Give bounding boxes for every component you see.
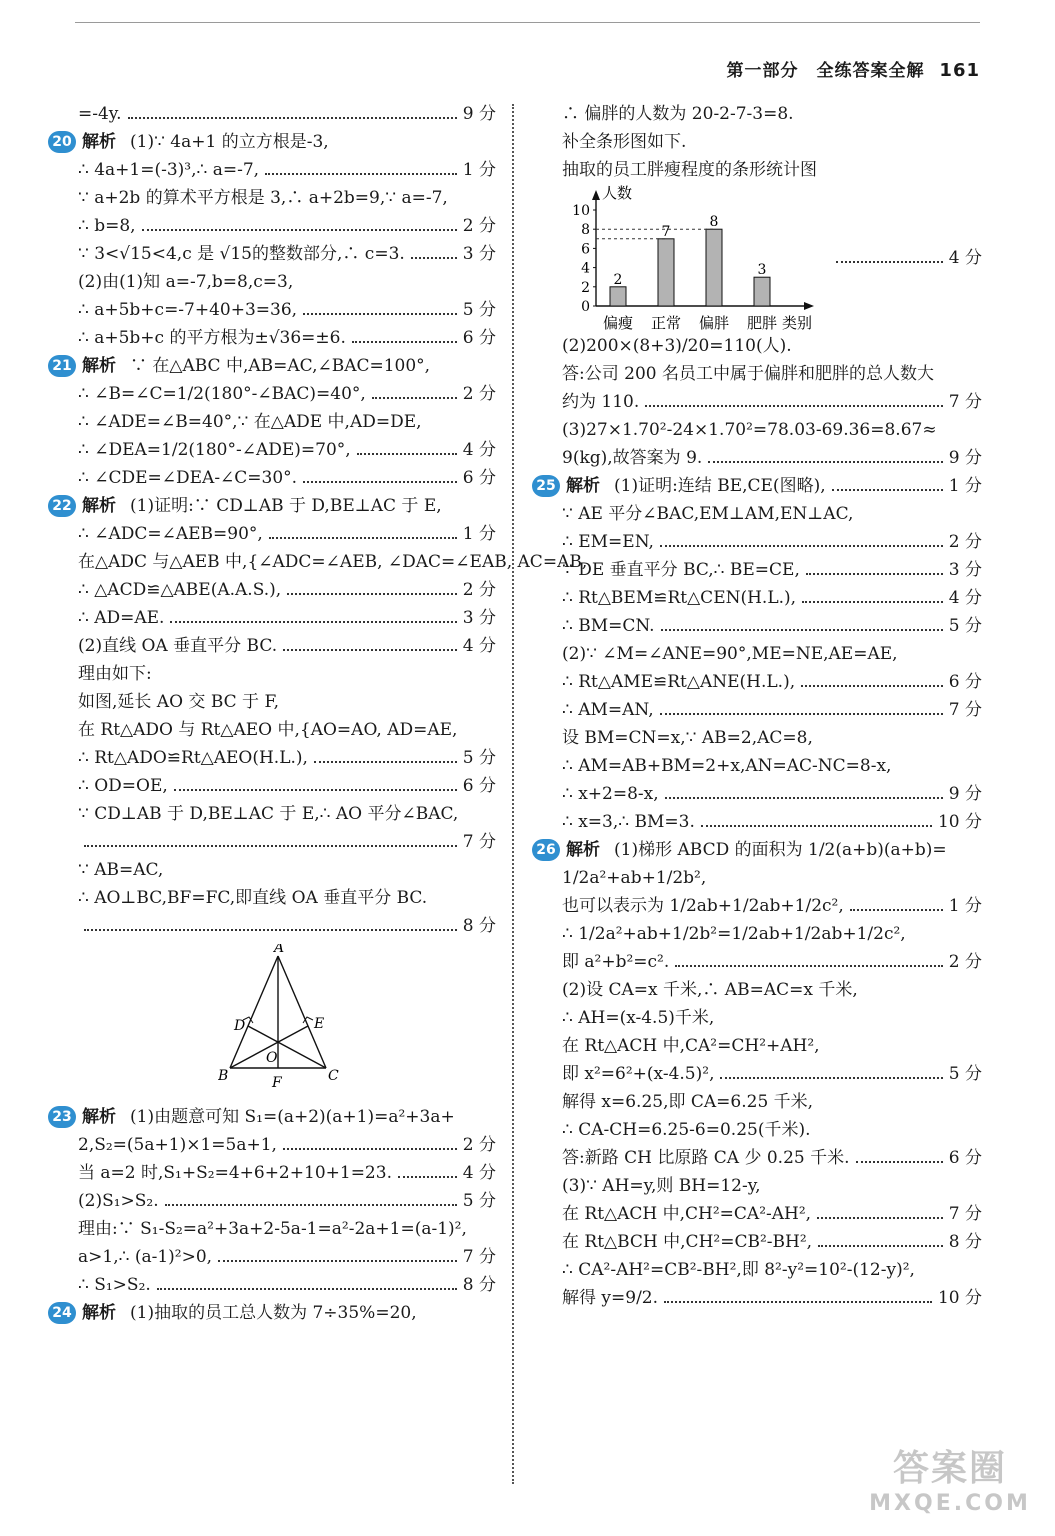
solution-line — [532, 500, 982, 528]
y-axis-label: 人数 — [602, 184, 633, 202]
solution-line — [532, 668, 982, 696]
y-tick-label: 2 — [581, 279, 590, 296]
point-label-f: F — [272, 1075, 282, 1091]
score-label: 1 分 — [462, 160, 496, 180]
solution-line — [48, 268, 496, 296]
score-label: 9 分 — [948, 784, 982, 804]
score-label: 3 分 — [462, 244, 496, 264]
solution-text: ∵ a+2b 的算术平方根是 3,∴ a+2b=9,∵ a=-7, — [78, 188, 448, 208]
solution-line — [48, 520, 496, 548]
solution-text: 9(kg),故答案为 9. — [562, 448, 703, 468]
score-label: 9 分 — [462, 104, 496, 124]
point-label-d: D — [234, 1018, 246, 1034]
dot-leader — [832, 489, 943, 491]
dot-leader — [660, 713, 943, 715]
solution-text: (2)∵ ∠M=∠ANE=90°,ME=NE,AE=AE, — [562, 644, 898, 664]
problem-number-badge: 24 — [48, 1302, 76, 1324]
solution-line — [48, 296, 496, 324]
solution-line — [48, 688, 496, 716]
solution-text: (2)直线 OA 垂直平分 BC. — [78, 636, 278, 656]
analysis-label: 解析 — [566, 476, 600, 496]
dot-leader — [664, 1301, 932, 1303]
solution-text: =-4y. — [78, 104, 122, 124]
solution-text: 2,S₂=(5a+1)×1=5a+1, — [78, 1135, 277, 1155]
solution-line — [532, 864, 982, 892]
dot-leader — [218, 1260, 457, 1262]
solution-text: 当 a=2 时,S₁+S₂=4+6+2+10+1=23. — [78, 1163, 392, 1183]
score-label: 6 分 — [948, 672, 982, 692]
score-label: 6 分 — [462, 468, 496, 488]
chart-score: 4 分 — [948, 248, 982, 268]
score-label: 5 分 — [462, 748, 496, 768]
solution-text: ∴ 偏胖的人数为 20-2-7-3=8. — [562, 104, 794, 124]
point-label-a: A — [274, 944, 285, 956]
y-tick-label: 6 — [581, 241, 590, 258]
score-label: 8 分 — [948, 1232, 982, 1252]
x-axis-arrow — [804, 302, 814, 310]
bar-value-label: 7 — [661, 223, 671, 240]
solution-line — [532, 1284, 982, 1312]
solution-text: 在 Rt△ACH 中,CA²=CH²+AH², — [562, 1036, 820, 1056]
solution-text: ∴ Rt△ADO≌Rt△AEO(H.L.), — [78, 748, 308, 768]
solution-line — [532, 1144, 982, 1172]
solution-line — [532, 724, 982, 752]
y-tick-label: 8 — [581, 222, 590, 239]
solution-line — [532, 556, 982, 584]
score-label: 5 分 — [948, 616, 982, 636]
solution-line — [48, 324, 496, 352]
triangle-figure — [218, 944, 358, 1094]
dot-leader — [817, 1217, 943, 1219]
bar-value-label: 8 — [709, 214, 719, 231]
dot-leader — [665, 797, 943, 799]
solution-text: ∴ ∠CDE=∠DEA-∠C=30°. — [78, 468, 298, 488]
solution-text: ∴ Rt△AME≌Rt△ANE(H.L.), — [562, 672, 796, 692]
solution-line — [532, 100, 982, 128]
problem-number-badge: 26 — [532, 839, 560, 861]
score-label: 7 分 — [462, 832, 496, 852]
dot-leader — [802, 601, 943, 603]
solution-line — [532, 332, 982, 360]
score-label: 3 分 — [462, 608, 496, 628]
solution-line — [532, 640, 982, 668]
solution-text: (2)S₁>S₂. — [78, 1191, 159, 1211]
bar-2 — [658, 239, 674, 306]
solution-line — [532, 1172, 982, 1200]
analysis-label: 解析 — [82, 132, 116, 152]
solution-text: ∵ AB=AC, — [78, 860, 164, 880]
solution-text: 解得 y=9/2. — [562, 1288, 659, 1308]
dot-leader — [850, 909, 943, 911]
analysis-label: 解析 — [566, 840, 600, 860]
solution-text: 在 Rt△ADO 与 Rt△AEO 中,{AO=AO, AD=AE, — [78, 720, 458, 740]
score-label: 1 分 — [948, 896, 982, 916]
solution-line — [532, 892, 982, 920]
solution-line — [48, 548, 588, 576]
bar-4 — [754, 277, 770, 306]
solution-line — [532, 1116, 982, 1144]
solution-text: ∴ b=8, — [78, 216, 136, 236]
dot-leader — [856, 1161, 943, 1163]
solution-line — [48, 716, 496, 744]
score-label: 5 分 — [462, 300, 496, 320]
solution-text: ∴ CA²-AH²=CB²-BH²,即 8²-y²=10²-(12-y)², — [562, 1260, 915, 1280]
dot-leader — [836, 261, 943, 263]
dot-leader — [818, 1245, 943, 1247]
solution-text: ∴ EM=EN, — [562, 532, 654, 552]
solution-text: ∴ x+2=8-x, — [562, 784, 659, 804]
solution-line — [532, 920, 982, 948]
solution-line — [48, 800, 496, 828]
score-label: 8 分 — [462, 916, 496, 936]
solution-line — [48, 1187, 496, 1215]
analysis-label: 解析 — [82, 356, 116, 376]
score-label: 2 分 — [462, 580, 496, 600]
solution-text: 理由如下: — [78, 664, 152, 684]
problem-number-badge: 22 — [48, 495, 76, 517]
solution-line — [48, 436, 496, 464]
solution-line — [48, 240, 496, 268]
solution-text: ∴ ∠ADC=∠AEB=90°, — [78, 524, 263, 544]
solution-text: ∵ CD⊥AB 于 D,BE⊥AC 于 E,∴ AO 平分∠BAC, — [78, 804, 459, 824]
solution-text: 答:新路 CH 比原路 CA 少 0.25 千米. — [562, 1148, 850, 1168]
solution-line — [48, 660, 496, 688]
solution-text: ∴ AM=AB+BM=2+x,AN=AC-NC=8-x, — [562, 756, 892, 776]
dot-leader — [283, 649, 457, 651]
solution-line — [48, 100, 496, 128]
x-tick-label: 偏瘦 — [602, 314, 634, 332]
watermark-site: MXQE.COM — [869, 1491, 1031, 1516]
solution-line — [48, 828, 496, 856]
score-label: 10 分 — [937, 812, 982, 832]
dot-leader — [283, 1148, 457, 1150]
score-label: 6 分 — [948, 1148, 982, 1168]
dot-leader — [314, 761, 457, 763]
solution-text: 即 a²+b²=c². — [562, 952, 670, 972]
solution-text: ∵ DE 垂直平分 BC,∴ BE=CE, — [562, 560, 800, 580]
solution-text: 解得 x=6.25,即 CA=6.25 千米, — [562, 1092, 814, 1112]
page-header — [727, 56, 981, 81]
score-label: 1 分 — [948, 476, 982, 496]
header-rule — [75, 22, 980, 23]
solution-text: 抽取的员工胖瘦程度的条形统计图 — [562, 160, 817, 180]
solution-text: (2)由(1)知 a=-7,b=8,c=3, — [78, 272, 294, 292]
dot-leader — [701, 825, 932, 827]
dot-leader — [265, 173, 457, 175]
y-tick-label: 4 — [581, 260, 590, 277]
solution-text: ∴ a+5b+c=-7+40+3=36, — [78, 300, 298, 320]
solution-text: a>1,∴ (a-1)²>0, — [78, 1247, 213, 1267]
score-label: 2 分 — [462, 1135, 496, 1155]
solution-text: 设 BM=CN=x,∵ AB=2,AC=8, — [562, 728, 813, 748]
problem-number-badge: 25 — [532, 475, 560, 497]
solution-line — [48, 1271, 496, 1299]
score-label: 7 分 — [948, 392, 982, 412]
score-label: 4 分 — [948, 588, 982, 608]
solution-line — [48, 576, 496, 604]
x-tick-label: 正常 — [650, 314, 682, 332]
problem-number-badge: 20 — [48, 131, 76, 153]
dot-leader — [165, 1204, 457, 1206]
dot-leader — [660, 545, 943, 547]
analysis-label: 解析 — [82, 496, 116, 516]
score-label: 6 分 — [462, 328, 496, 348]
solution-line — [48, 156, 496, 184]
solution-line — [532, 1228, 982, 1256]
triangle-figure-wrap — [48, 944, 496, 1099]
y-axis-arrow — [592, 190, 600, 200]
problem-header — [48, 1103, 496, 1131]
solution-text: (1)抽取的员工总人数为 7÷35%=20, — [130, 1303, 417, 1323]
solution-text: 如图,延长 AO 交 BC 于 F, — [78, 692, 280, 712]
solution-line — [532, 584, 982, 612]
solution-text: ∴ Rt△BEM≌Rt△CEN(H.L.), — [562, 588, 797, 608]
dot-leader — [128, 117, 457, 119]
solution-line — [48, 604, 496, 632]
solution-line — [532, 1256, 982, 1284]
solution-line — [532, 388, 982, 416]
score-label: 5 分 — [948, 1064, 982, 1084]
dot-leader — [170, 621, 456, 623]
bar-chart — [560, 184, 830, 332]
score-label: 2 分 — [948, 952, 982, 972]
solution-text: ∴ ∠DEA=1/2(180°-∠ADE)=70°, — [78, 440, 351, 460]
problem-header — [48, 128, 496, 156]
solution-line — [532, 1088, 982, 1116]
problem-header — [48, 352, 496, 380]
solution-line — [532, 360, 982, 388]
solution-line — [48, 856, 496, 884]
point-label-o: O — [266, 1050, 278, 1066]
watermark — [865, 1448, 1035, 1526]
solution-text: (1)梯形 ABCD 的面积为 1/2(a+b)(a+b)= — [614, 840, 947, 860]
score-label: 7 分 — [948, 700, 982, 720]
dot-leader — [806, 573, 943, 575]
solution-line — [48, 1215, 496, 1243]
solution-line — [48, 772, 496, 800]
solution-text: ∴ 4a+1=(-3)³,∴ a=-7, — [78, 160, 260, 180]
solution-text: ∴ BM=CN. — [562, 616, 655, 636]
solution-text: ∵ 3<√15<4,c 是 √15的整数部分,∴ c=3. — [78, 244, 405, 264]
solution-line — [532, 128, 982, 156]
score-label: 1 分 — [462, 524, 496, 544]
solution-text: 在 Rt△BCH 中,CH²=CB²-BH², — [562, 1232, 813, 1252]
dot-leader — [801, 685, 943, 687]
solution-line — [532, 780, 982, 808]
solution-line — [48, 632, 496, 660]
score-label: 4 分 — [462, 1163, 496, 1183]
solution-line — [48, 464, 496, 492]
solution-text: 也可以表示为 1/2ab+1/2ab+1/2c², — [562, 896, 844, 916]
bar-3 — [706, 229, 722, 306]
score-label: 2 分 — [462, 384, 496, 404]
dot-leader — [357, 453, 457, 455]
solution-line — [48, 1159, 496, 1187]
score-label: 2 分 — [462, 216, 496, 236]
score-label: 5 分 — [462, 1191, 496, 1211]
solution-line — [532, 156, 982, 184]
solution-text: ∴ AM=AN, — [562, 700, 654, 720]
score-label: 6 分 — [462, 776, 496, 796]
solution-text: 答:公司 200 名员工中属于偏胖和肥胖的总人数大 — [562, 364, 934, 384]
solution-line — [532, 752, 982, 780]
dot-leader — [645, 405, 943, 407]
solution-text: ∴ △ACD≌△ABE(A.A.S.), — [78, 580, 282, 600]
solution-text: ∴ OD=OE, — [78, 776, 168, 796]
score-label: 8 分 — [462, 1275, 496, 1295]
right-column — [532, 100, 982, 1312]
score-label: 7 分 — [948, 1204, 982, 1224]
column-divider — [512, 104, 514, 1484]
dot-leader — [142, 229, 457, 231]
dot-leader — [174, 789, 457, 791]
dot-leader — [269, 537, 457, 539]
solution-text: 在△ADC 与△AEB 中,{∠ADC=∠AEB, ∠DAC=∠EAB, AC=AB, — [78, 552, 588, 572]
solution-text: (1)证明:∵ CD⊥AB 于 D,BE⊥AC 于 E, — [130, 496, 442, 516]
solution-line — [48, 744, 496, 772]
point-label-c: C — [328, 1068, 339, 1084]
section-title: 第一部分 全练答案全解 — [726, 61, 925, 81]
solution-text: ∵ AE 平分∠BAC,EM⊥AM,EN⊥AC, — [562, 504, 854, 524]
dot-leader — [675, 965, 942, 967]
score-label: 3 分 — [948, 560, 982, 580]
page-number: 161 — [939, 60, 980, 81]
solution-line — [532, 1032, 982, 1060]
solution-text: ∴ S₁>S₂. — [78, 1275, 151, 1295]
solution-text: (3)27×1.70²-24×1.70²=78.03-69.36=8.67≈ — [562, 420, 937, 440]
bar-value-label: 2 — [613, 271, 623, 288]
watermark-logo: 答案圈 — [892, 1448, 1007, 1489]
solution-line — [532, 808, 982, 836]
problem-header — [532, 836, 982, 864]
y-tick-label: 10 — [572, 203, 590, 219]
y-tick-label: 0 — [581, 299, 590, 315]
solution-line — [532, 612, 982, 640]
x-axis-label: 类别 — [782, 314, 813, 332]
dot-leader — [157, 1288, 457, 1290]
dot-leader — [287, 593, 457, 595]
dot-leader — [303, 481, 457, 483]
solution-line — [532, 1200, 982, 1228]
solution-line — [48, 1131, 496, 1159]
dot-leader — [84, 845, 457, 847]
problem-number-badge: 21 — [48, 355, 76, 377]
solution-text: ∴ x=3,∴ BM=3. — [562, 812, 695, 832]
solution-line — [48, 408, 496, 436]
dot-leader — [708, 461, 942, 463]
point-label-e: E — [314, 1016, 325, 1032]
solution-line — [48, 912, 496, 940]
score-label: 7 分 — [462, 1247, 496, 1267]
score-label: 2 分 — [948, 532, 982, 552]
side-ac — [278, 956, 326, 1068]
bar-value-label: 3 — [757, 262, 767, 279]
solution-line — [48, 184, 496, 212]
solution-text: ∴ AH=(x-4.5)千米, — [562, 1008, 715, 1028]
solution-text: (1)由题意可知 S₁=(a+2)(a+1)=a²+3a+ — [130, 1107, 455, 1127]
solution-text: (2)200×(8+3)/20=110(人). — [562, 336, 792, 356]
x-tick-label: 偏胖 — [698, 314, 730, 332]
dot-leader — [84, 929, 457, 931]
solution-text: ∴ ∠ADE=∠B=40°,∵ 在△ADE 中,AD=DE, — [78, 412, 422, 432]
dot-leader — [372, 397, 457, 399]
dot-leader — [411, 257, 457, 259]
x-tick-label: 肥胖 — [746, 314, 778, 332]
solution-line — [48, 1243, 496, 1271]
dot-leader — [352, 341, 457, 343]
solution-text: (1)∵ 4a+1 的立方根是-3, — [130, 132, 329, 152]
solution-line — [532, 976, 982, 1004]
analysis-label: 解析 — [82, 1303, 116, 1323]
score-label: 10 分 — [937, 1288, 982, 1308]
problem-header — [48, 1299, 496, 1327]
solution-text: ∴ ∠B=∠C=1/2(180°-∠BAC)=40°, — [78, 384, 366, 404]
solution-line — [532, 528, 982, 556]
solution-text: ∴ AD=AE. — [78, 608, 165, 628]
bar-1 — [610, 287, 626, 306]
problem-header — [48, 492, 496, 520]
solution-line — [532, 416, 982, 444]
dot-leader — [303, 313, 457, 315]
point-label-b: B — [218, 1068, 229, 1084]
solution-text: 约为 110. — [562, 392, 640, 412]
solution-line — [532, 948, 982, 976]
analysis-label: 解析 — [82, 1107, 116, 1127]
segment-cd — [248, 1026, 326, 1068]
solution-line — [48, 884, 496, 912]
solution-text: 补全条形图如下. — [562, 132, 687, 152]
solution-text: 即 x²=6²+(x-4.5)², — [562, 1064, 715, 1084]
dot-leader — [720, 1077, 942, 1079]
solution-line — [48, 380, 496, 408]
dot-leader — [398, 1176, 457, 1178]
solution-text: ∴ AO⊥BC,BF=FC,即直线 OA 垂直平分 BC. — [78, 888, 428, 908]
dot-leader — [661, 629, 943, 631]
solution-text: (2)设 CA=x 千米,∴ AB=AC=x 千米, — [562, 980, 858, 1000]
solution-line — [532, 696, 982, 724]
solution-text: ∴ CA-CH=6.25-6=0.25(千米). — [562, 1120, 811, 1140]
problem-number-badge: 23 — [48, 1106, 76, 1128]
solution-text: ∴ 1/2a²+ab+1/2b²=1/2ab+1/2ab+1/2c², — [562, 924, 906, 944]
score-label: 4 分 — [462, 636, 496, 656]
solution-line — [532, 444, 982, 472]
solution-text: ∵ 在△ABC 中,AB=AC,∠BAC=100°, — [130, 356, 431, 376]
problem-header — [532, 472, 982, 500]
solution-line — [48, 212, 496, 240]
solution-line — [532, 1060, 982, 1088]
solution-text: ∴ a+5b+c 的平方根为±√36=±6. — [78, 328, 346, 348]
bar-chart-line — [532, 184, 982, 332]
solution-text: 1/2a²+ab+1/2b², — [562, 868, 707, 888]
solution-text: 在 Rt△ACH 中,CH²=CA²-AH², — [562, 1204, 812, 1224]
score-label: 4 分 — [462, 440, 496, 460]
solution-line — [532, 1004, 982, 1032]
solution-text: (3)∵ AH=y,则 BH=12-y, — [562, 1176, 761, 1196]
solution-text: (1)证明:连结 BE,CE(图略), — [614, 476, 826, 496]
solution-text: 理由:∵ S₁-S₂=a²+3a+2-5a-1=a²-2a+1=(a-1)², — [78, 1219, 467, 1239]
score-label: 9 分 — [948, 448, 982, 468]
